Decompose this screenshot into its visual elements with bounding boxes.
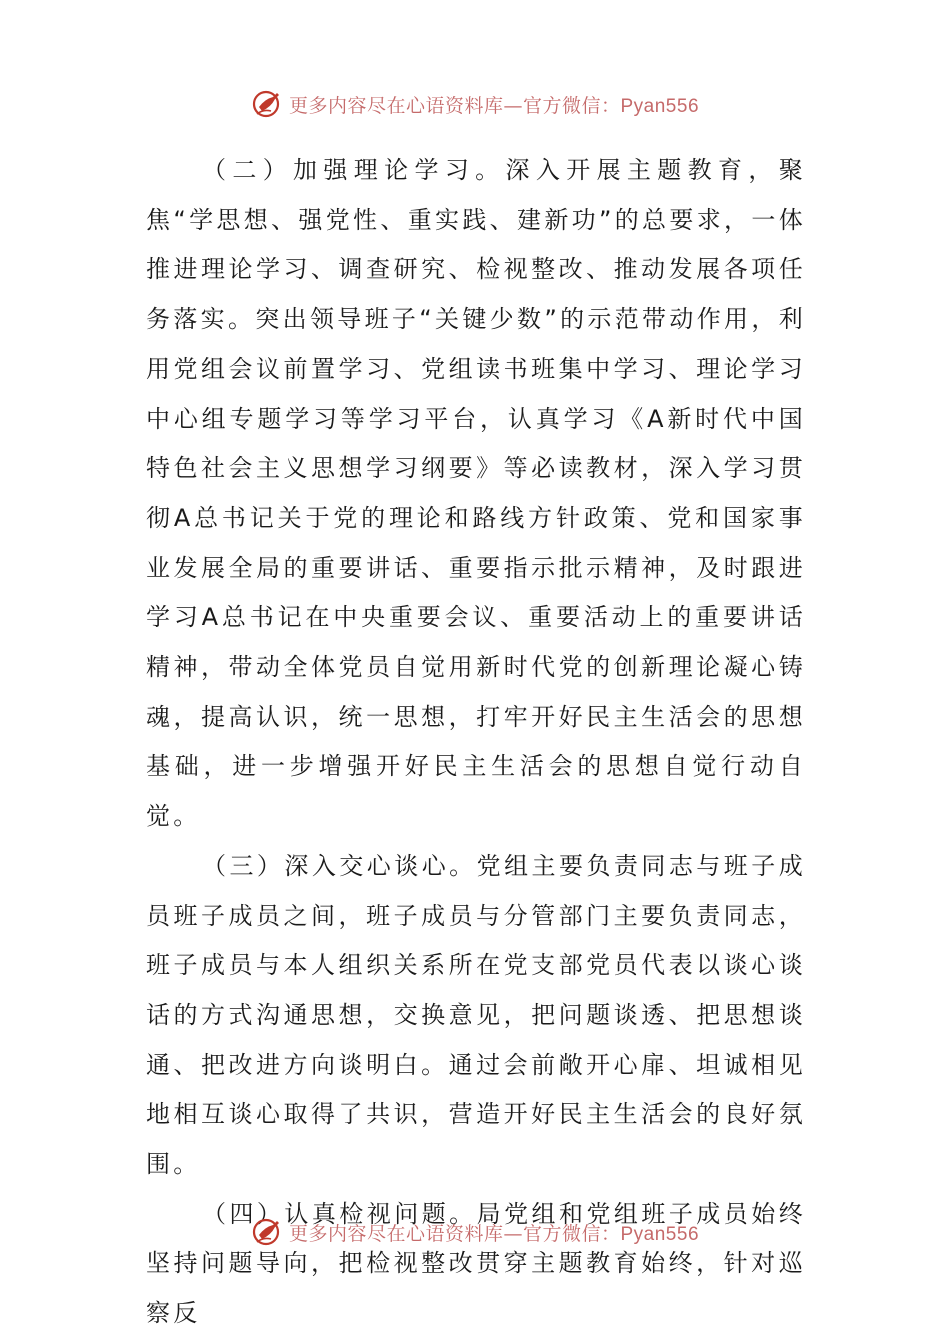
watermark-label: 更多内容尽在心语资料库—官方微信： <box>288 1222 621 1245</box>
header-watermark <box>0 84 950 124</box>
pen-seal-icon <box>251 1215 285 1249</box>
pen-seal-icon <box>251 87 285 121</box>
paragraph-examine-problems: （四）认真检视问题。局党组和党组班子成员始终坚持问题导向，把检视整改贯穿主题教育始终，针对巡察反 <box>146 1199 806 1328</box>
watermark-wechat-id: Pyan556 <box>620 95 700 117</box>
paragraph-theory-study: （二）加强理论学习。深入开展主题教育，聚焦“学思想、强党性、重实践、建新功”的总要求，一体推进理论学习、调查研究、检视整改、推动发展各项任务落实。突出领导班子“关键少数”的示范带动作用，利用党组会议前置学习、党组读书班集中学习、理论学习中心组专题学习等学习平台，认真学习《A新时代中国特色社会主义思想学习纲要》等必读教材，深入学习贯彻A总书记关于党的理论和路线方针政策、党和国家事业发展全局的重要讲话、重要指示批示精神，及时跟进学习A总书记在中央重要会议、重要活动上的重要讲话精神，带动全体党员自觉用新时代党的创新理论凝心铸魂，提高认识，统一思想，打牢开好民主生活会的思想基础，进一步增强开好民主生活会的思想自觉行动自觉。 <box>146 156 806 831</box>
footer-watermark <box>0 1212 950 1252</box>
document-body <box>146 146 806 1339</box>
watermark-wechat-id: Pyan556 <box>620 1223 700 1245</box>
paragraph-heart-to-heart: （三）深入交心谈心。党组主要负责同志与班子成员班子成员之间，班子成员与分管部门主要负责同志，班子成员与本人组织关系所在党支部党员代表以谈心谈话的方式沟通思想，交换意见，把问题谈透、把思想谈通、把改进方向谈明白。通过会前敞开心扉、坦诚相见地相互谈心取得了共识，营造开好民主生活会的良好氛围。 <box>146 851 806 1179</box>
watermark-label: 更多内容尽在心语资料库—官方微信： <box>288 94 621 117</box>
watermark-text <box>289 1219 699 1246</box>
watermark-text <box>289 91 699 118</box>
